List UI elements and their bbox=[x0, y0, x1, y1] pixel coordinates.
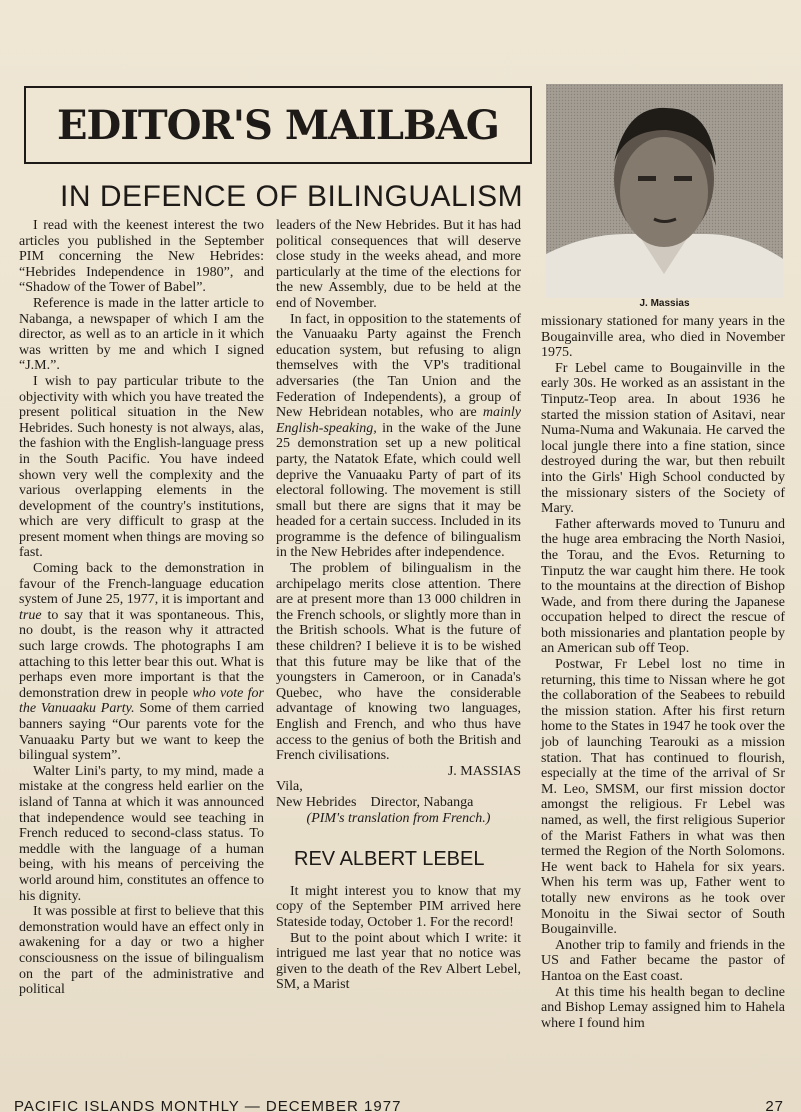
column-2 bbox=[276, 218, 521, 993]
translation-note: (PIM's translation from French.) bbox=[306, 810, 491, 826]
masthead-box bbox=[24, 86, 532, 164]
paragraph: leaders of the New Hebrides. But it has had political consequences that will deserve close study in the weeks ahead, and more particularly at the time of the elections for the new Assembly, due to be held at the end of November. bbox=[276, 218, 521, 311]
text-run: in the wake of the June 25 demonstration set up a new political party, the Natatok Efate, which could well deprive the Vanuaaku Party of part of its electoral following. The movement is still small but there are signs that it may be headed for a certain success. Included in its programme is the defence of bilingualism in the New Hebrides after independence. bbox=[276, 420, 521, 561]
paragraph: Walter Lini's party, to my mind, made a mistake at the congress held earlier on the island of Tanna at which it was announced that independence would see teaching in French reduced to second-class status. To meddle with the language of a human being, with his means of perceiving the world around him, constitutes an offence to his dignity. bbox=[19, 763, 264, 904]
page-number: 27 bbox=[765, 1098, 784, 1112]
paragraph: Fr Lebel came to Bougainville in the early 30s. He worked as an assistant in the Tinputz-Teop area. In about 1936 he started the mission station of Asitavi, near Numa-Numa and Wakunaia. He carved the local jungle there into a fine station, since destroyed during the war, but then rebuilt into the Girls' High School conducted by the missionary sisters of the Society of Mary. bbox=[541, 360, 785, 517]
paragraph: I wish to pay particular tribute to the objectivity with which you have treated the present political situation in the New Hebrides. Such honesty is not always, alas, the fashion with the English-language press in the South Pacific. You have indeed shown very well the complexity and the various overlapping elements in the development of the country's institutions, which are very difficult to grasp at the present moment when things are moving so fast. bbox=[19, 373, 264, 561]
author-photo bbox=[546, 84, 783, 298]
column-1 bbox=[19, 218, 264, 998]
emphasis-text: true bbox=[19, 607, 42, 623]
text-run: In fact, in opposition to the statements of the Vanuaaku Party against the French education system, but refusing to align themselves with the VP's traditional adversaries (the Tan Union and the Federation of Independents), a group of New Hebridean notables, who are bbox=[276, 311, 521, 421]
paragraph: Reference is made in the latter article to Nabanga, a newspaper of which I am the director, as well as to an article in it which was written by me and which I signed “J.M.”. bbox=[19, 295, 264, 374]
paragraph: It might interest you to know that my copy of the September PIM arrived here Stateside today, October 1. For the record! bbox=[276, 883, 521, 930]
paragraph: missionary stationed for many years in the Bougainville area, who died in November 1975. bbox=[541, 314, 785, 361]
article-headline: IN DEFENCE OF BILINGUALISM bbox=[60, 180, 524, 213]
photo-caption: J. Massias bbox=[639, 298, 690, 309]
emphasis-text: who vote for the Vanuaaku Party. bbox=[19, 685, 264, 717]
paragraph: Postwar, Fr Lebel lost no time in returning, this time to Nissan where he got the collaboration of the Seabees to rebuild the mission station. After his first return home to the States in 1947 he took over the job of launching Tearouki as a mission station. That has continued to flourish, especially at the time of the arrival of Sr M. Leo, SMSM, our first mission doctor amongst the religious. Fr Lebel was named, as well, the first religious Superior of the Marist Fathers in what was then termed the Region of the North Solomons. He went back to Hahela for six years. When his term was up, Father went to totally new environs as he took over Monoitu in the Siwai sector of South Bougainville. bbox=[541, 657, 785, 938]
signature-place: Vila, bbox=[276, 779, 303, 795]
paragraph: It was possible at first to believe that this demonstration would have an effect only in awakening for a day or two a higher consciousness on the issue of bilingualism on the part of the administrative and political bbox=[19, 904, 264, 998]
column-3 bbox=[541, 314, 785, 1031]
footer-publication: PACIFIC ISLANDS MONTHLY — DECEMBER 1977 bbox=[14, 1098, 402, 1112]
paragraph bbox=[276, 312, 521, 562]
emphasis-text: mainly English-speaking, bbox=[276, 405, 521, 436]
page-footer bbox=[14, 1098, 784, 1112]
paragraph: At this time his health began to decline and Bishop Lemay assigned him to Hahela where I found him bbox=[541, 984, 785, 1031]
letter-subhead: REV ALBERT LEBEL bbox=[294, 848, 485, 871]
text-run: to say that it was spontaneous. This, no doubt, is the reason why it attracted such large crowds. The photographs I am attaching to this letter bear this out. What is perhaps even more important is that the demonstration drew in people bbox=[19, 607, 264, 701]
masthead-title: EDITOR'S MAILBAG bbox=[57, 101, 499, 149]
text-run: Coming back to the demonstration in favour of the French-language education system of June 25, 1977, it is important and bbox=[19, 561, 264, 608]
paragraph: The problem of bilingualism in the archipelago merits close attention. There are at present more than 13 000 children in the French schools, or slightly more than in the British schools. What is the future of these children? I believe it is to be wished that this future may be like that of the youngsters in Cameroon, or in Canada's Quebec, who have the considerable advantage of knowing two languages, English and French, and who thus have access to the genius of both the British and French civilisations. bbox=[276, 561, 521, 764]
portrait-image bbox=[546, 84, 783, 298]
paragraph: I read with the keenest interest the two articles you published in the September PIM concerning the New Hebrides: “Hebrides Independence in 1980”, and “Shadow of the Tower of Babel”. bbox=[19, 218, 264, 296]
signature-name: J. MASSIAS bbox=[447, 763, 521, 779]
paragraph: But to the point about which I write: it intrigued me last year that no notice was given to the death of the Rev Albert Lebel, SM, a Marist bbox=[276, 930, 521, 993]
paragraph: Another trip to family and friends in the US and Father became the pastor of Hantoa on the East coast. bbox=[541, 937, 785, 984]
signature-title: New Hebrides Director, Nabanga bbox=[276, 794, 474, 810]
paragraph: Father afterwards moved to Tunuru and the huge area embracing the North Nasioi, the Torau, and the Evos. Returning to Tinputz the war caught him there. He took to the mountains at the direction of Bishop Wade, and from there during the Japanese occupation helped to direct the rescue of both missionaries and plantation people by an American sub off Teop. bbox=[541, 516, 785, 657]
paragraph bbox=[19, 561, 264, 764]
text-run: Some of them carried banners saying “Our parents vote for the Vanuaaku Party but we want to keep the bilingual system”. bbox=[19, 701, 264, 764]
